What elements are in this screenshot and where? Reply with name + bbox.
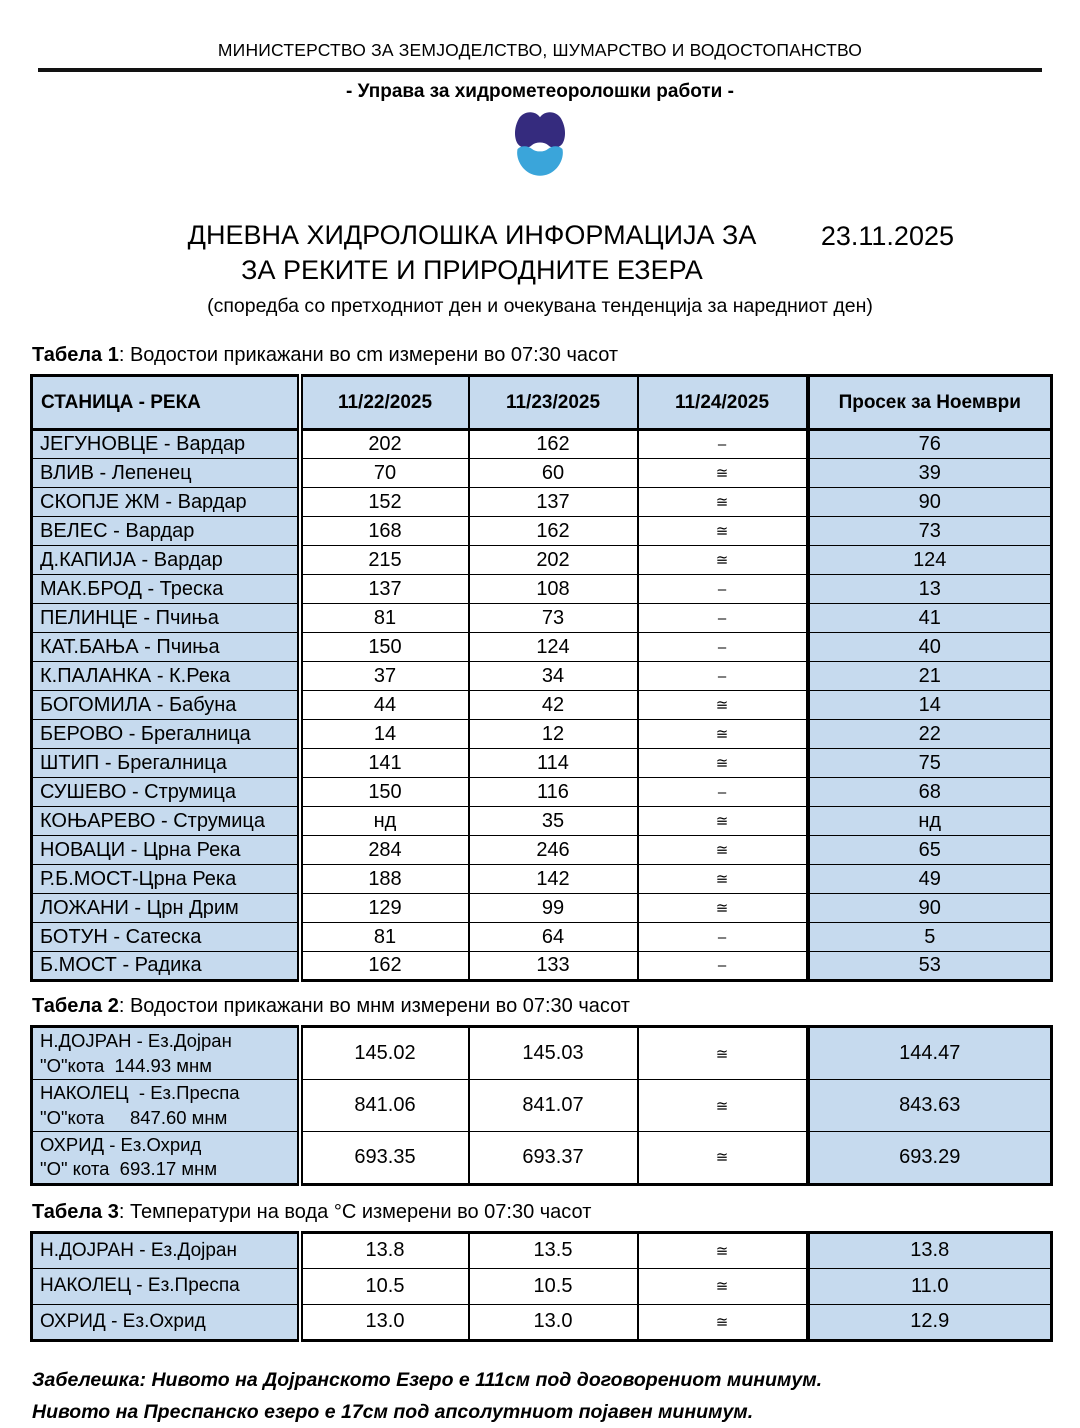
cell-avg: 13.8 <box>808 1232 1052 1268</box>
cell-v2: 99 <box>469 894 638 923</box>
water-temperature-table <box>30 1231 1053 1342</box>
cell-avg: 144.47 <box>808 1027 1052 1080</box>
cell-avg: 41 <box>808 604 1052 633</box>
cell-trend: ≅ <box>638 1232 808 1268</box>
footer-notes <box>32 1364 1050 1428</box>
cell-station: ЛОЖАНИ - Црн Дрим <box>32 894 300 923</box>
cell-station: ЈЕГУНОВЦЕ - Вардар <box>32 430 300 459</box>
cell-trend: ≅ <box>638 1080 808 1132</box>
table2-caption-text: : Водостои прикажани во мнм измерени во 07:30 часот <box>118 995 630 1018</box>
logo-container <box>0 108 1080 178</box>
cell-trend: ≅ <box>638 865 808 894</box>
cell-station: Р.Б.МОСТ-Црна Река <box>32 865 300 894</box>
table-row <box>32 749 1052 778</box>
cell-station: КОЊАРЕВО - Струмица <box>32 807 300 836</box>
cell-v2: 10.5 <box>469 1268 638 1304</box>
cell-station: Б.МОСТ - Радика <box>32 952 300 981</box>
cell-v1: 150 <box>300 778 469 807</box>
table-row <box>32 517 1052 546</box>
cell-trend: ≅ <box>638 546 808 575</box>
cell-station: СКОПЈЕ ЖМ - Вардар <box>32 488 300 517</box>
header-date-2: 11/23/2025 <box>469 376 638 430</box>
cell-station: МАК.БРОД - Треска <box>32 575 300 604</box>
cell-station: ОХРИД - Ез.Охрид "О" кота 693.17 мнм <box>32 1132 300 1185</box>
cell-trend: – <box>638 633 808 662</box>
doc-subtitle: (споредба со претходниот ден и очекувана тенденција за наредниот ден) <box>207 295 873 318</box>
lake-levels-masl-table <box>30 1025 1053 1186</box>
water-levels-cm-table <box>30 374 1053 982</box>
table1-caption <box>32 344 1050 367</box>
cell-trend: – <box>638 604 808 633</box>
cell-avg: 49 <box>808 865 1052 894</box>
table-row <box>32 865 1052 894</box>
cell-station: КАТ.БАЊА - Пчиња <box>32 633 300 662</box>
cell-v1: 145.02 <box>300 1027 469 1080</box>
cell-v2: 64 <box>469 923 638 952</box>
cell-v1: 202 <box>300 430 469 459</box>
cell-avg: 21 <box>808 662 1052 691</box>
note-prespa: Нивото на Преспанско езеро е 17см под апсолутниот појавен минимум. <box>32 1400 754 1423</box>
cell-station: БОГОМИЛА - Бабуна <box>32 691 300 720</box>
table-row <box>32 691 1052 720</box>
cell-station: Д.КАПИЈА - Вардар <box>32 546 300 575</box>
table3-label: Табела 3 <box>32 1200 119 1223</box>
cell-trend: ≅ <box>638 720 808 749</box>
table-row <box>32 1304 1052 1340</box>
cell-v2: 693.37 <box>469 1132 638 1185</box>
table-row <box>32 633 1052 662</box>
cell-v1: 13.0 <box>300 1304 469 1340</box>
cell-v2: 124 <box>469 633 638 662</box>
cell-trend: – <box>638 662 808 691</box>
cell-trend: ≅ <box>638 1132 808 1185</box>
cell-v2: 114 <box>469 749 638 778</box>
cell-station: К.ПАЛАНКА - К.Река <box>32 662 300 691</box>
cell-avg: 40 <box>808 633 1052 662</box>
table1-caption-text: : Водостои прикажани во cm измерени во 07:30 часот <box>118 344 619 367</box>
cell-v1: 13.8 <box>300 1232 469 1268</box>
cell-v2: 12 <box>469 720 638 749</box>
cell-v1: 81 <box>300 604 469 633</box>
table1-label: Табела 1 <box>32 344 119 367</box>
cell-v2: 108 <box>469 575 638 604</box>
cell-station: Н.ДОЈРАН - Ез.Дојран <box>32 1232 300 1268</box>
cell-avg: 90 <box>808 488 1052 517</box>
cell-avg: 124 <box>808 546 1052 575</box>
cell-trend: ≅ <box>638 459 808 488</box>
cell-station: БЕРОВО - Брегалница <box>32 720 300 749</box>
table2-label: Табела 2 <box>32 995 119 1018</box>
cell-v1: 152 <box>300 488 469 517</box>
table-row <box>32 1027 1052 1080</box>
cell-v1: 188 <box>300 865 469 894</box>
table-header-row <box>32 376 1052 430</box>
cell-station: СУШЕВО - Струмица <box>32 778 300 807</box>
cell-v1: 168 <box>300 517 469 546</box>
cell-trend: – <box>638 952 808 981</box>
cell-v1: 44 <box>300 691 469 720</box>
cell-v2: 162 <box>469 430 638 459</box>
cell-v1: 841.06 <box>300 1080 469 1132</box>
cell-v2: 116 <box>469 778 638 807</box>
table-row <box>32 894 1052 923</box>
cell-avg: 65 <box>808 836 1052 865</box>
cell-trend: – <box>638 575 808 604</box>
table-row <box>32 488 1052 517</box>
header-november-average: Просек за Ноември <box>808 376 1052 430</box>
cell-v1: 162 <box>300 952 469 981</box>
cell-v1: 150 <box>300 633 469 662</box>
cell-avg: 39 <box>808 459 1052 488</box>
cell-trend: ≅ <box>638 488 808 517</box>
cell-v1: 10.5 <box>300 1268 469 1304</box>
document-title-block <box>0 218 1080 288</box>
cell-avg: 22 <box>808 720 1052 749</box>
cell-station: Н.ДОЈРАН - Ез.Дојран "О"кота 144.93 мнм <box>32 1027 300 1080</box>
cell-v2: 13.5 <box>469 1232 638 1268</box>
cell-v2: 34 <box>469 662 638 691</box>
cell-avg: 90 <box>808 894 1052 923</box>
cell-station: ВЛИВ - Лепенец <box>32 459 300 488</box>
cell-v1: 141 <box>300 749 469 778</box>
cell-station: ШТИП - Брегалница <box>32 749 300 778</box>
header-station-river: СТАНИЦА - РЕКА <box>32 376 300 430</box>
hydromet-waves-icon <box>507 108 573 178</box>
cell-trend: ≅ <box>638 1304 808 1340</box>
cell-v1: 284 <box>300 836 469 865</box>
cell-station: НОВАЦИ - Црна Река <box>32 836 300 865</box>
cell-trend: – <box>638 430 808 459</box>
cell-avg: 11.0 <box>808 1268 1052 1304</box>
cell-v2: 841.07 <box>469 1080 638 1132</box>
cell-v2: 13.0 <box>469 1304 638 1340</box>
cell-avg: нд <box>808 807 1052 836</box>
cell-trend: – <box>638 923 808 952</box>
cell-trend: ≅ <box>638 691 808 720</box>
cell-station: ВЕЛЕС - Вардар <box>32 517 300 546</box>
cell-v1: 129 <box>300 894 469 923</box>
cell-v1: нд <box>300 807 469 836</box>
header-date-3: 11/24/2025 <box>638 376 808 430</box>
cell-station: ОХРИД - Ез.Охрид <box>32 1304 300 1340</box>
table-row <box>32 778 1052 807</box>
cell-trend: ≅ <box>638 1027 808 1080</box>
cell-avg: 68 <box>808 778 1052 807</box>
cell-avg: 14 <box>808 691 1052 720</box>
header-date-1: 11/22/2025 <box>300 376 469 430</box>
header-divider <box>38 68 1042 72</box>
cell-v2: 246 <box>469 836 638 865</box>
doc-date: 23.11.2025 <box>820 221 954 251</box>
cell-avg: 12.9 <box>808 1304 1052 1340</box>
cell-trend: ≅ <box>638 894 808 923</box>
cell-avg: 5 <box>808 923 1052 952</box>
cell-v2: 142 <box>469 865 638 894</box>
cell-station: БОТУН - Сатеска <box>32 923 300 952</box>
note-dojran: Забелешка: Нивото на Дојранското Езеро е 111см под договорениот минимум. <box>32 1368 823 1391</box>
cell-v1: 37 <box>300 662 469 691</box>
cell-avg: 73 <box>808 517 1052 546</box>
table-row <box>32 1232 1052 1268</box>
cell-trend: ≅ <box>638 517 808 546</box>
table-row <box>32 459 1052 488</box>
table-row <box>32 952 1052 981</box>
ministry-header: МИНИСТЕРСТВО ЗА ЗЕМЈОДЕЛСТВО, ШУМАРСТВО И ВОДОСТОПАНСТВО <box>217 40 863 60</box>
cell-avg: 13 <box>808 575 1052 604</box>
table3-caption <box>32 1201 1050 1224</box>
cell-avg: 843.63 <box>808 1080 1052 1132</box>
table-row <box>32 807 1052 836</box>
cell-v1: 137 <box>300 575 469 604</box>
table-row <box>32 720 1052 749</box>
cell-v2: 42 <box>469 691 638 720</box>
cell-station: НАКОЛЕЦ - Ез.Преспа <box>32 1268 300 1304</box>
table-row <box>32 923 1052 952</box>
cell-v2: 137 <box>469 488 638 517</box>
cell-trend: – <box>638 778 808 807</box>
table-row <box>32 604 1052 633</box>
cell-v2: 73 <box>469 604 638 633</box>
table-row <box>32 430 1052 459</box>
cell-avg: 53 <box>808 952 1052 981</box>
cell-station: НАКОЛЕЦ - Ез.Преспа "О"кота 847.60 мнм <box>32 1080 300 1132</box>
cell-station: ПЕЛИНЦЕ - Пчиња <box>32 604 300 633</box>
doc-title-line2: ЗА РЕКИТЕ И ПРИРОДНИТЕ ЕЗЕРА <box>241 255 703 286</box>
table-row <box>32 1268 1052 1304</box>
table-row <box>32 836 1052 865</box>
cell-trend: ≅ <box>638 1268 808 1304</box>
cell-trend: ≅ <box>638 749 808 778</box>
cell-v2: 162 <box>469 517 638 546</box>
table-row <box>32 1132 1052 1185</box>
table-row <box>32 546 1052 575</box>
cell-v2: 145.03 <box>469 1027 638 1080</box>
cell-v1: 14 <box>300 720 469 749</box>
cell-v1: 70 <box>300 459 469 488</box>
cell-trend: ≅ <box>638 836 808 865</box>
table2-caption <box>32 995 1050 1018</box>
department-title: - Управа за хидрометеоролошки работи - <box>346 81 734 102</box>
table-row <box>32 575 1052 604</box>
cell-v1: 81 <box>300 923 469 952</box>
cell-v2: 35 <box>469 807 638 836</box>
cell-avg: 75 <box>808 749 1052 778</box>
cell-avg: 693.29 <box>808 1132 1052 1185</box>
cell-v2: 133 <box>469 952 638 981</box>
cell-v1: 215 <box>300 546 469 575</box>
cell-avg: 76 <box>808 430 1052 459</box>
cell-v2: 60 <box>469 459 638 488</box>
table3-caption-text: : Температури на вода °C измерени во 07:30 часот <box>118 1200 592 1223</box>
table-row <box>32 662 1052 691</box>
cell-v2: 202 <box>469 546 638 575</box>
doc-title-line1: ДНЕВНА ХИДРОЛОШКА ИНФОРМАЦИЈА ЗА <box>187 220 757 250</box>
table-row <box>32 1080 1052 1132</box>
cell-trend: ≅ <box>638 807 808 836</box>
cell-v1: 693.35 <box>300 1132 469 1185</box>
